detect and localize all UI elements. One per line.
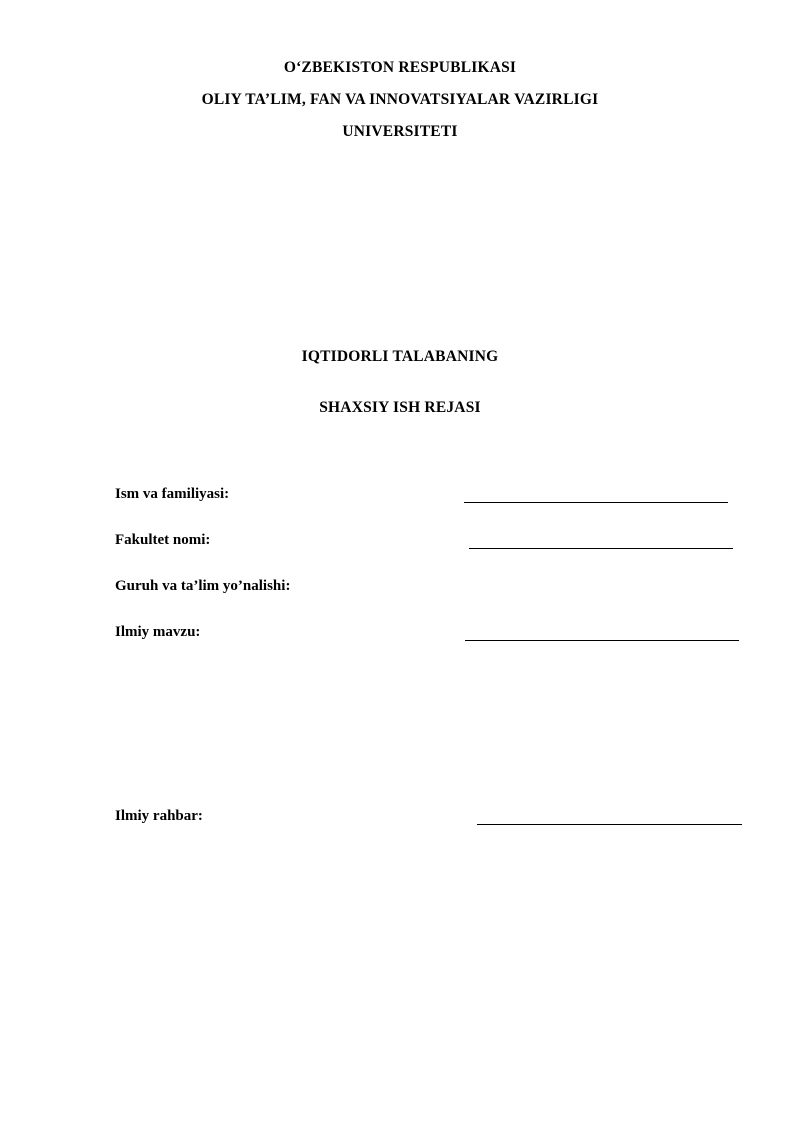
field-label-research-topic: Ilmiy mavzu: xyxy=(115,624,201,640)
field-label-advisor: Ilmiy rahbar: xyxy=(115,808,203,824)
document-title xyxy=(0,348,800,417)
field-row-advisor xyxy=(0,808,800,854)
field-row-faculty xyxy=(0,532,800,578)
field-row-research-topic xyxy=(0,624,800,670)
title-line-1: IQTIDORLI TALABANING xyxy=(301,348,499,365)
field-row-group-program xyxy=(0,578,800,624)
header-line-university: UNIVERSITETI xyxy=(342,123,458,140)
header-line-ministry-name: OLIY TA’LIM, FAN VA INNOVATSIYALAR VAZIRLIGI xyxy=(201,91,599,108)
field-rule-advisor[interactable] xyxy=(477,824,742,825)
field-rule-faculty[interactable] xyxy=(469,548,733,549)
advisor-section xyxy=(0,808,800,854)
field-rule-name[interactable] xyxy=(464,502,728,503)
field-rule-research-topic[interactable] xyxy=(465,640,739,641)
header-line-ministry-country: O‘ZBEKISTON RESPUBLIKASI xyxy=(283,59,517,76)
field-label-faculty: Fakultet nomi: xyxy=(115,532,211,548)
field-label-name: Ism va familiyasi: xyxy=(115,486,230,502)
field-label-group-program: Guruh va ta’lim yo’nalishi: xyxy=(115,578,291,594)
form-fields xyxy=(0,486,800,670)
title-line-2: SHAXSIY ISH REJASI xyxy=(319,399,481,416)
field-row-name xyxy=(0,486,800,532)
document-header xyxy=(0,52,800,148)
